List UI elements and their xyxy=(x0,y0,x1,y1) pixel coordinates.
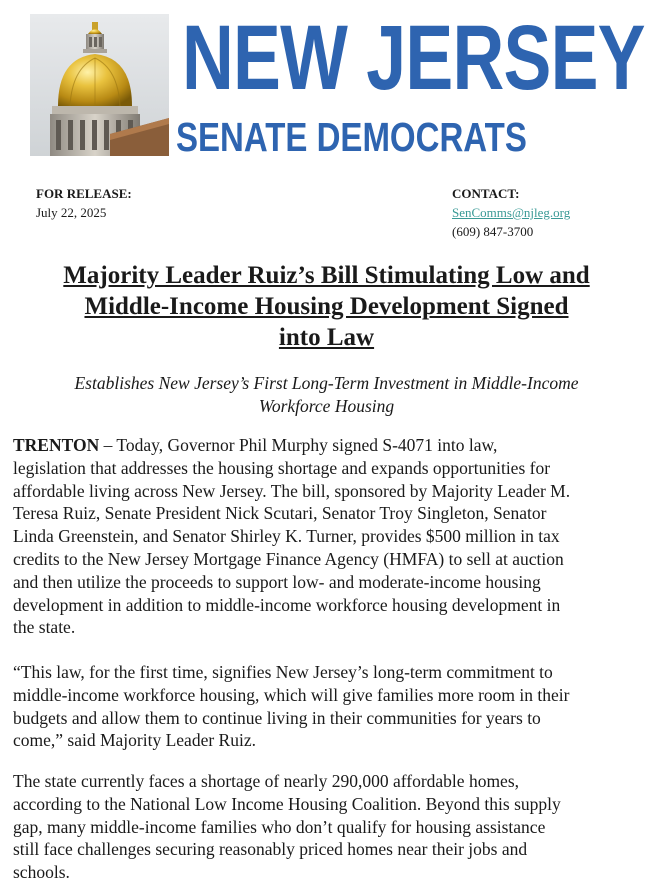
paragraph-line: development in addition to middle-income workforce housing development in xyxy=(13,594,561,615)
paragraph-line: the state. xyxy=(13,617,76,638)
subhead-line: Establishes New Jersey’s First Long-Term Investment in Middle-Income xyxy=(74,373,579,393)
subhead-line: Workforce Housing xyxy=(258,396,395,416)
contact-block xyxy=(452,184,570,241)
letterhead xyxy=(30,7,645,160)
paragraph-line: Linda Greenstein, and Senator Shirley K. Turner, provides $500 million in tax xyxy=(13,526,560,547)
headline-line: Majority Leader Ruiz’s Bill Stimulating Low and xyxy=(63,262,590,289)
paragraph-line: The state currently faces a shortage of nearly 290,000 affordable homes, xyxy=(13,771,520,791)
paragraph-line: Teresa Ruiz, Senate President Nick Scutari, Senator Troy Singleton, Senator xyxy=(13,503,547,524)
body-paragraph-2 xyxy=(13,661,653,752)
contact-label: CONTACT: xyxy=(452,186,520,201)
release-block xyxy=(36,184,132,222)
headline-line: into Law xyxy=(278,324,375,351)
capitol-dome-graphic xyxy=(30,14,169,156)
paragraph-line: budgets and allow them to continue living in their communities for years to xyxy=(13,707,541,728)
paragraph-line: affordable living across New Jersey. The bill, sponsored by Majority Leader M. xyxy=(13,480,571,501)
headline-line: Middle-Income Housing Development Signed xyxy=(84,293,569,320)
paragraph-line: “This law, for the first time, signifies New Jersey’s long-term commitment to xyxy=(13,662,553,682)
contact-phone: (609) 847-3700 xyxy=(452,224,534,239)
letterhead-subtitle: SENATE DEMOCRATS xyxy=(176,114,527,160)
release-label: FOR RELEASE: xyxy=(36,186,132,201)
paragraph-line: gap, many middle-income families who don’t qualify for housing assistance xyxy=(13,816,546,837)
paragraph-line: legislation that addresses the housing shortage and expands opportunities for xyxy=(13,457,551,478)
paragraph-line: according to the National Low Income Housing Coalition. Beyond this supply xyxy=(13,793,561,814)
paragraph-line: schools. xyxy=(13,862,70,883)
contact-email-link[interactable]: SenComms@njleg.org xyxy=(452,205,571,220)
paragraph-line xyxy=(13,434,653,457)
paragraph-line-text: – Today, Governor Phil Murphy signed S-4071 into law, xyxy=(99,435,498,455)
release-date: July 22, 2025 xyxy=(36,205,107,220)
press-release-headline xyxy=(0,260,653,353)
paragraph-line: still face challenges securing reasonably priced homes near their jobs and xyxy=(13,839,528,860)
paragraph-line: come,” said Majority Leader Ruiz. xyxy=(13,730,256,751)
letterhead-title: NEW JERSEY xyxy=(182,7,645,109)
capitol-dome-image xyxy=(30,14,169,156)
press-release-subhead xyxy=(0,372,653,418)
body-paragraph-1 xyxy=(13,434,653,639)
paragraph-line: credits to the New Jersey Mortgage Finance Agency (HMFA) to sell at auction xyxy=(13,548,564,569)
paragraph-line: middle-income workforce housing, which will give families more room in their xyxy=(13,684,570,705)
body-paragraph-3 xyxy=(13,770,653,884)
dateline: TRENTON xyxy=(13,435,100,455)
paragraph-line: and then utilize the proceeds to support low- and moderate-income housing xyxy=(13,571,541,592)
